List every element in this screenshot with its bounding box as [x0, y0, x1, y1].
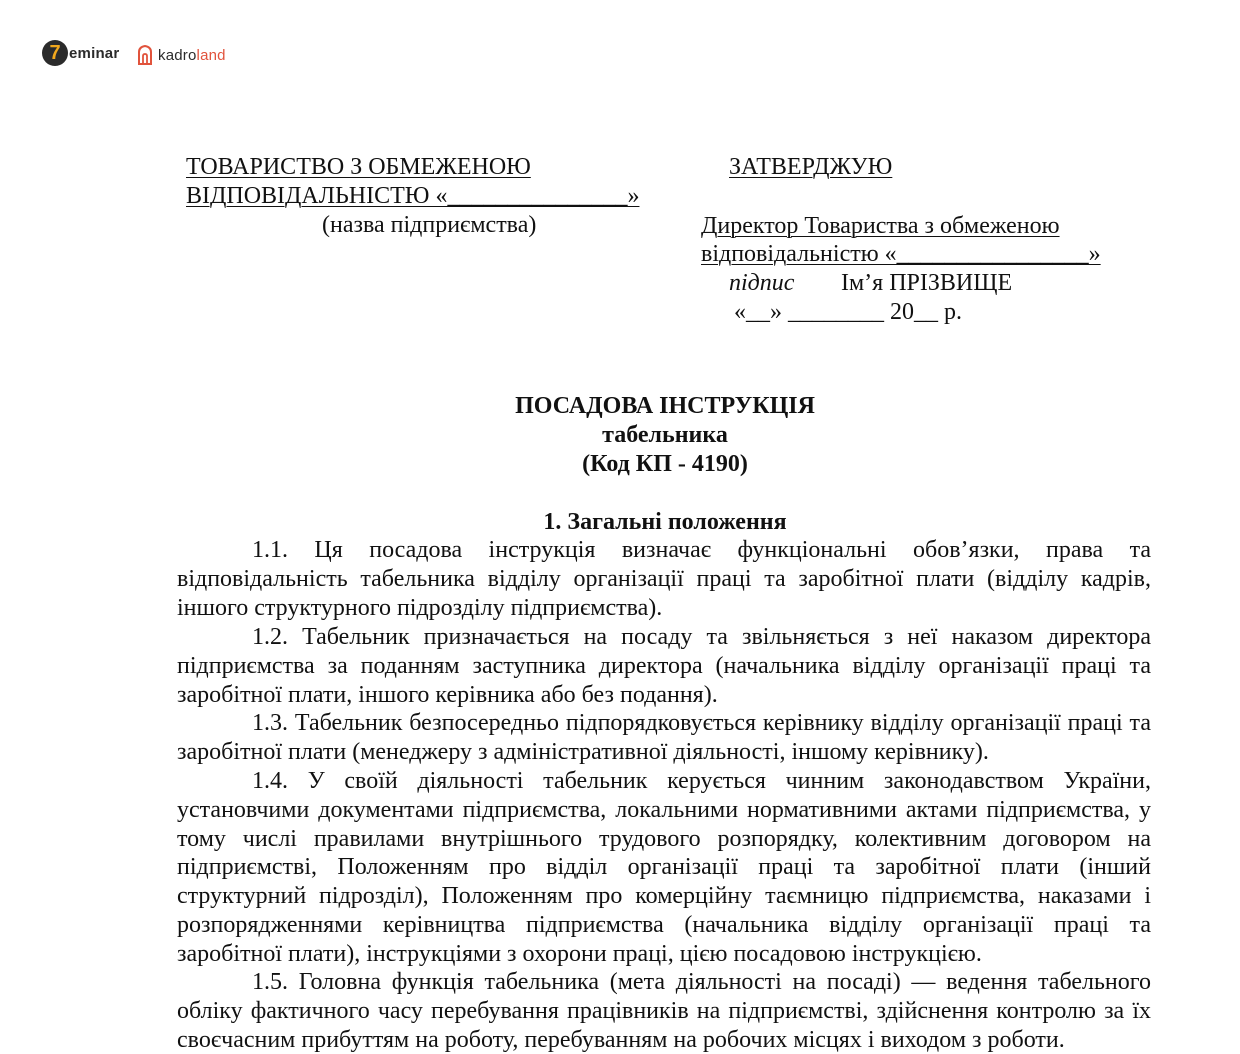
company-name-caption: (назва підприємства) [322, 212, 537, 238]
kadroland-logo-text: kadroland [158, 46, 226, 64]
kadroland-logo [136, 42, 226, 68]
director-line2: відповідальністю «________________» [701, 241, 1101, 267]
position-name: табельника [602, 422, 728, 448]
kadroland-house-icon [136, 44, 154, 66]
position-code: (Код КП - 4190) [582, 451, 748, 477]
section-1-heading: 1. Загальні положення [543, 509, 787, 535]
company-name-line1: ТОВАРИСТВО З ОБМЕЖЕНОЮ [186, 154, 531, 180]
seminar-logo [42, 38, 119, 68]
paragraph-1-2: 1.2. Табельник призначається на посаду та звільняється з неї наказом директора підприємства за поданням заступника директора (начальника відділу організації праці та заробітної плати, іншого керівника або без подання). [177, 624, 1151, 708]
approval-date: «__» ________ 20__ р. [734, 299, 962, 325]
signature-label: підпис [729, 270, 795, 296]
paragraph-1-4: 1.4. У своїй діяльності табельник керується чинним законодавством України, установчими документами підприємства, локальними нормативними актами підприємства, у тому числі правилами внутрішнього трудового розпорядку, колективним договором на підприємстві, Положенням про відділ організації праці та заробітної плати (інший структурний підрозділ), Положенням про комерційну таємницю підприємства, наказами і розпорядженнями керівництва підприємства (начальника відділу організації праці та заробітної плати), інструкціями з охорони праці, цією посадовою інструкцією. [177, 768, 1151, 967]
director-line1: Директор Товариства з обмеженою [701, 213, 1060, 239]
paragraph-1-3: 1.3. Табельник безпосередньо підпорядковується керівнику відділу організації праці та заробітної плати (менеджеру з адміністративної діяльності, іншому керівнику). [177, 710, 1151, 765]
document-title: ПОСАДОВА ІНСТРУКЦІЯ [515, 393, 815, 419]
approve-heading: ЗАТВЕРДЖУЮ [729, 154, 893, 180]
company-name-line2: ВІДПОВІДАЛЬНІСТЮ «_______________» [186, 183, 640, 209]
paragraph-1-5: 1.5. Головна функція табельника (мета діяльності на посаді) — ведення табельного обліку фактичного часу перебування працівників на підприємстві, здійснення контролю за їх своєчасним прибуттям на роботу, перебуванням на робочих місцях і виходом з роботи. [177, 969, 1151, 1053]
seminar-logo-mark: 7 [42, 40, 68, 66]
director-name: Ім’я ПРІЗВИЩЕ [841, 270, 1013, 296]
paragraph-1-1: 1.1. Ця посадова інструкція визначає функціональні обов’язки, права та відповідальність табельника відділу організації праці та заробітної плати (відділу кадрів, іншого структурного підрозділу підприємства). [177, 537, 1151, 621]
seminar-logo-text: eminar [69, 44, 120, 62]
